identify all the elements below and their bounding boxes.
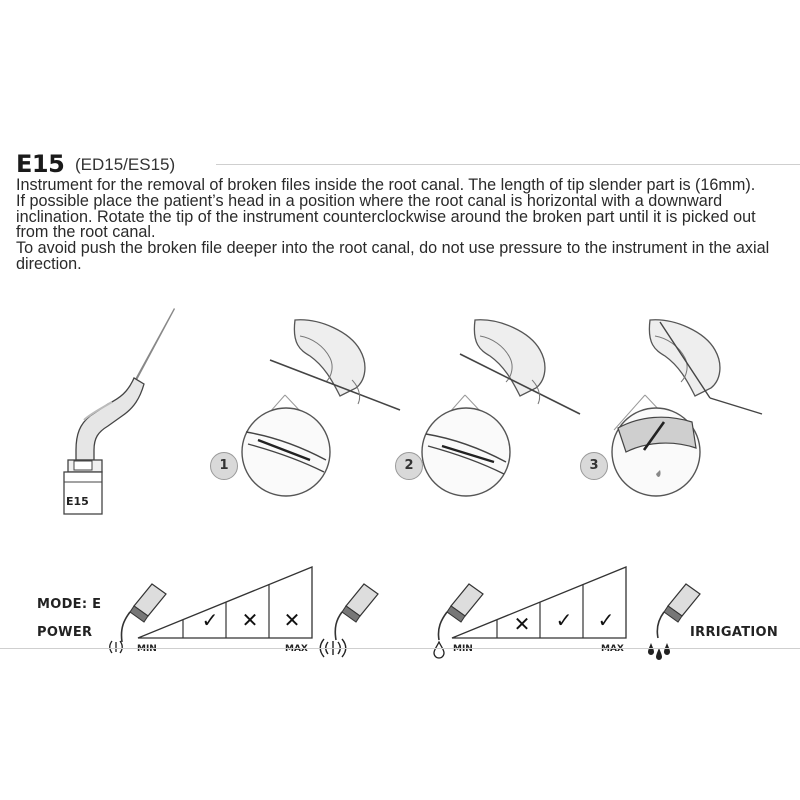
- instruction-paragraph-3: To avoid push the broken file deeper into the root canal, do not use pressure to the instrument in the axial direction.: [16, 239, 770, 273]
- step-3-illustration: [600, 310, 770, 500]
- tip-label: E15: [66, 495, 89, 508]
- power-max-label: MAX: [285, 644, 308, 654]
- step-2-illustration: [420, 310, 590, 500]
- instruction-paragraph-2: If possible place the patient’s head in a position where the root canal is horizontal with a downward inclination. Rotate the tip of the instrument counterclockwise around the broken part until it is picked out from the root canal.: [16, 191, 756, 242]
- power-level-2-mark: ✕: [241, 608, 259, 632]
- power-level-1-mark: ✓: [201, 608, 219, 632]
- step-badge-3: 3: [580, 452, 608, 480]
- instrument-tip-illustration: [50, 300, 190, 520]
- irrigation-level-1-mark: ✕: [513, 612, 531, 636]
- power-level-3-mark: ✕: [283, 608, 301, 632]
- step-badge-1: 1: [210, 452, 238, 480]
- irrigation-min-label: MIN: [453, 644, 473, 654]
- mode-label: MODE: E: [37, 597, 102, 612]
- title-row: [16, 150, 800, 178]
- water-drop-low-icon: [432, 640, 446, 658]
- power-label: POWER: [37, 625, 93, 640]
- instrument-code: E15: [16, 150, 65, 178]
- bottom-divider: [0, 648, 800, 649]
- irrigation-label: IRRIGATION: [690, 625, 779, 640]
- step-1-illustration: [240, 310, 410, 500]
- vibration-low-icon: [106, 638, 126, 656]
- water-drop-high-icon: [646, 640, 672, 662]
- irrigation-max-label: MAX: [601, 644, 624, 654]
- power-min-label: MIN: [137, 644, 157, 654]
- irrigation-level-3-mark: ✓: [597, 608, 615, 632]
- irrigation-level-2-mark: ✓: [555, 608, 573, 632]
- title-divider: [216, 164, 800, 165]
- instrument-variants: (ED15/ES15): [75, 155, 176, 174]
- step-badge-2: 2: [395, 452, 423, 480]
- instructions: [16, 178, 791, 273]
- instruction-paragraph-1: Instrument for the removal of broken files inside the root canal. The length of tip slender part is (16mm).: [16, 176, 756, 194]
